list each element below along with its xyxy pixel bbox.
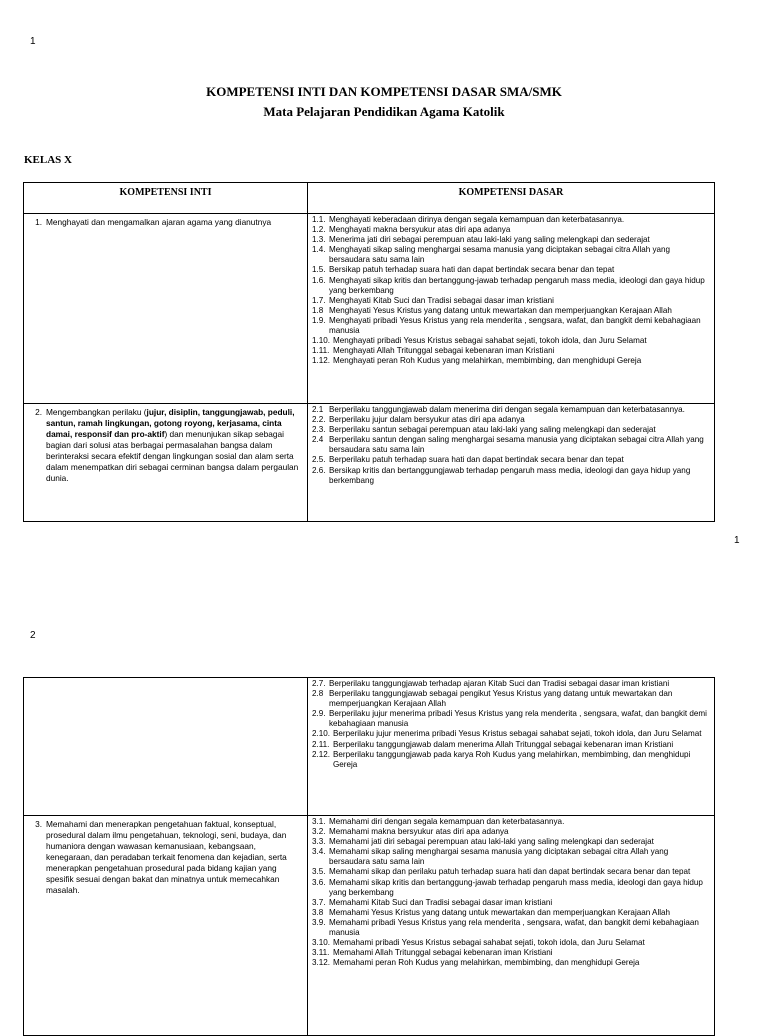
kd-list — [312, 679, 711, 770]
kd-item-number: 2.4 — [312, 435, 324, 445]
kd-item-number: 3.1. — [312, 817, 326, 826]
kd-item-text: Berperilaku patuh terhadap suara hati dan dapat bertindak secara benar dan tepat — [329, 455, 624, 465]
table-header-row — [24, 183, 715, 214]
table-row-ki2-cont — [24, 678, 715, 816]
page-number-top: 2 — [30, 630, 36, 641]
kd-item-text: Memahami makna bersyukur atas diri apa adanya — [329, 827, 509, 837]
competency-table-page1 — [23, 182, 715, 522]
ki-values-bold: jujur, disiplin, tanggungjawab, peduli, santun, ramah lingkungan, gotong royong, kerjasama, cinta damai, responsif dan pro-aktif — [46, 407, 295, 439]
kd-cell — [308, 404, 715, 522]
kd-cell — [308, 214, 715, 404]
kd-item-text: Menghayati peran Roh Kudus yang melahirkan, membimbing, dan menghidupi Gereja — [333, 356, 642, 366]
kd-cell — [308, 678, 715, 816]
kd-item-number: 2.6. — [312, 465, 326, 475]
kd-item-text: Menghayati Yesus Kristus yang datang untuk mewartakan dan memperjuangkan Kerajaan Allah — [329, 305, 672, 315]
kd-item — [312, 709, 711, 729]
ki-cell — [24, 816, 308, 1036]
kd-item — [312, 276, 711, 296]
kd-item-number: 3.2. — [312, 827, 326, 837]
kd-item-text: Berperilaku santun sebagai perempuan atau laki-laki yang saling melengkapi dan sederajat — [329, 425, 656, 435]
kd-item-text: Bersikap kritis dan bertanggungjawab terhadap pengaruh mass media, ideologi dan gaya hidup yang berkembang — [329, 465, 691, 485]
kd-item-number: 3.4. — [312, 847, 326, 857]
kd-item — [312, 898, 711, 908]
kd-item-number: 1.2. — [312, 225, 326, 235]
kd-list — [312, 405, 711, 486]
kd-item-number: 1.4. — [312, 245, 326, 255]
ki-text: Menghayati dan mengamalkan ajaran agama yang dianutnya — [46, 217, 272, 227]
kd-item-text: Berperilaku santun dengan saling menghargai sesama manusia yang diciptakan sebagai citra Allah yang bersaudara satu sama lain — [329, 435, 704, 455]
kd-item-number: 1.7. — [312, 295, 326, 305]
kd-item-number: 2.2. — [312, 415, 326, 425]
kd-item-text: Menghayati makna bersyukur atas diri apa adanya — [329, 225, 511, 235]
kd-item-text: Memahami peran Roh Kudus yang melahirkan, membimbing, dan menghidupi Gereja — [333, 958, 640, 968]
kd-item — [312, 817, 711, 827]
kd-item-text: Memahami sikap kritis dan bertanggung-jawab terhadap pengaruh mass media, ideologi dan gaya hidup yang berkembang — [329, 877, 703, 897]
kd-item — [312, 306, 711, 316]
kd-item — [312, 415, 711, 425]
kd-item — [312, 455, 711, 465]
kd-item-text: Memahami sikap dan perilaku patuh terhadap suara hati dan dapat bertindak secara benar dan tepat — [329, 867, 691, 877]
competency-table-page2 — [23, 677, 715, 1036]
kd-item-number: 1.11. — [312, 346, 330, 356]
kd-item-text: Berperilaku jujur menerima pribadi Yesus Kristus sebagai sahabat sejati, tokoh idola, dan Juru Selamat — [333, 729, 702, 739]
kd-item — [312, 265, 711, 275]
kd-item-number: 3.9. — [312, 917, 326, 927]
kd-item-text: Menghayati sikap saling menghargai sesama manusia yang diciptakan sebagai citra Allah yang bersaudara satu sama lain — [329, 245, 671, 265]
kd-item — [312, 908, 711, 918]
kd-item-text: Memahami jati diri sebagai perempuan atau laki-laki yang saling melengkapi dan sederajat — [329, 837, 654, 847]
kd-item-text: Berperilaku tanggungjawab terhadap ajaran Kitab Suci dan Tradisi sebagai dasar iman kristiani — [329, 679, 670, 688]
kd-item-number: 1.1. — [312, 215, 326, 224]
kd-item-text: Memahami sikap saling menghargai sesama manusia yang diciptakan sebagai citra Allah yang bersaudara satu sama lain — [329, 847, 669, 867]
page-number-top: 1 — [30, 36, 36, 47]
kd-item — [312, 679, 711, 689]
kd-item — [312, 750, 711, 770]
kd-item-number: 2.11. — [312, 739, 330, 749]
kd-item-number: 1.8 — [312, 305, 324, 315]
kd-item-number: 3.5. — [312, 867, 326, 877]
table-row-ki1 — [24, 214, 715, 404]
kd-list — [312, 817, 711, 968]
kd-item — [312, 958, 711, 968]
kd-item-text: Berperilaku tanggungjawab dalam menerima Allah Tritunggal sebagai kebenaran iman Kristiani — [333, 739, 674, 749]
ki-cell — [24, 404, 308, 522]
kd-list — [312, 215, 711, 366]
kd-item — [312, 948, 711, 958]
kd-item-number: 2.9. — [312, 709, 326, 719]
kd-item-text: Memahami diri dengan segala kemampuan dan keterbatasannya. — [329, 817, 565, 826]
kd-item — [312, 740, 711, 750]
kd-item-number: 1.5. — [312, 265, 326, 275]
kd-item — [312, 435, 711, 455]
kd-item — [312, 867, 711, 877]
kd-item-number: 1.12. — [312, 356, 331, 366]
kd-item-number: 3.8 — [312, 907, 324, 917]
kd-item-text: Memahami Allah Tritunggal sebagai kebenaran iman Kristiani — [333, 948, 553, 958]
ki-number: 1. — [35, 217, 42, 227]
kd-item-number: 1.10. — [312, 336, 331, 346]
kd-item-text: Menghayati Kitab Suci dan Tradisi sebagai dasar iman kristiani — [329, 295, 554, 305]
kd-item — [312, 878, 711, 898]
page-number-footer: 1 — [734, 535, 740, 546]
kd-item-text: Memahami pribadi Yesus Kristus sebagai sahabat sejati, tokoh idola, dan Juru Selamat — [333, 938, 645, 948]
kd-item — [312, 215, 711, 225]
kd-item — [312, 466, 711, 486]
kd-item — [312, 356, 711, 366]
kd-item — [312, 336, 711, 346]
class-heading: KELAS X — [24, 154, 72, 166]
kd-item — [312, 729, 711, 739]
kd-item — [312, 938, 711, 948]
header-kompetensi-inti: KOMPETENSI INTI — [24, 183, 308, 214]
kd-item — [312, 405, 711, 415]
kd-item — [312, 316, 711, 336]
kd-item-text: Menghayati sikap kritis dan bertanggung-jawab terhadap pengaruh mass media, ideologi dan gaya hidup yang berkembang — [329, 275, 705, 295]
kd-item-text: Memahami Kitab Suci dan Tradisi sebagai dasar iman kristiani — [329, 897, 553, 907]
ki-text-part: Mengembangkan perilaku ( — [46, 407, 147, 417]
kd-item-number: 2.12. — [312, 749, 331, 759]
ki-text: Memahami dan menerapkan pengetahuan faktual, konseptual, prosedural dalam ilmu pengetahuan, teknologi, seni, budaya, dan humaniora dengan wawasan kemanusiaan, kebangsaan, kenegaraan, dan peradaban terkait fenomena dan kejadian, serta menerapkan pengetahuan prosedural pada bidang kajian yang spesifik sesuai dengan bakat dan minatnya untuk memecahkan masalah. — [46, 819, 287, 895]
kd-item-number: 2.5. — [312, 455, 326, 465]
kd-item — [312, 245, 711, 265]
kd-item — [312, 235, 711, 245]
kd-item-text: Berperilaku jujur dalam bersyukur atas diri apa adanya — [329, 415, 525, 425]
kd-item-text: Bersikap patuh terhadap suara hati dan dapat bertindak secara benar dan tepat — [329, 265, 615, 275]
kd-item — [312, 346, 711, 356]
kd-item — [312, 425, 711, 435]
document-title: KOMPETENSI INTI DAN KOMPETENSI DASAR SMA/SMK — [206, 84, 562, 99]
header-kompetensi-dasar: KOMPETENSI DASAR — [308, 183, 715, 214]
ki-cell-empty — [24, 678, 308, 816]
kd-item-number: 3.11. — [312, 948, 330, 958]
kd-item-text: Menghayati pribadi Yesus Kristus yang rela menderita , sengsara, wafat, dan bangkit demi kebahagiaan manusia — [329, 315, 701, 336]
ki-text-part: ) dan menunjukan sikap sebagai bagian dari solusi atas berbagai permasalahan bangsa dalam berinteraksi secara efektif dengan lingkungan sosial dan alam serta dalam menempatkan diri sebagai cerminan bangsa dalam pergaulan dunia. — [46, 429, 299, 483]
ki-text — [46, 407, 303, 484]
kd-item-number: 3.7. — [312, 897, 326, 907]
table-row-ki3 — [24, 816, 715, 1036]
kd-item — [312, 918, 711, 938]
kd-item — [312, 296, 711, 306]
kd-item-number: 2.10. — [312, 729, 331, 739]
kd-item-text: Memahami Yesus Kristus yang datang untuk mewartakan dan memperjuangkan Kerajaan Allah — [329, 907, 671, 917]
kd-item-text: Berperilaku tanggungjawab dalam menerima diri dengan segala kemampuan dan keterbatasannya. — [329, 405, 685, 414]
kd-item-number: 1.6. — [312, 275, 326, 285]
kd-item-text: Berperilaku tanggungjawab sebagai pengikut Yesus Kristus yang datang untuk mewartakan dan memperjuangkan Kerajaan Allah — [329, 689, 673, 709]
kd-item — [312, 225, 711, 235]
kd-cell — [308, 816, 715, 1036]
kd-item-number: 2.3. — [312, 425, 326, 435]
kd-item — [312, 689, 711, 709]
ki-number: 2. — [35, 407, 42, 417]
ki-cell — [24, 214, 308, 404]
kd-item-text: Menghayati pribadi Yesus Kristus sebagai sahabat sejati, tokoh idola, dan Juru Selamat — [333, 336, 647, 346]
table-row-ki2 — [24, 404, 715, 522]
kd-item-number: 1.9. — [312, 315, 326, 325]
kd-item-number: 3.10. — [312, 938, 331, 948]
kd-item-number: 2.8 — [312, 689, 324, 699]
kd-item-text: Berperilaku jujur menerima pribadi Yesus Kristus yang rela menderita , sengsara, wafat, dan bangkit demi kebahagiaan manusia — [329, 709, 707, 729]
kd-item-number: 2.7. — [312, 679, 326, 688]
kd-item-number: 3.12. — [312, 958, 331, 968]
kd-item-text: Berperilaku tanggungjawab pada karya Roh Kudus yang melahirkan, membimbing, dan menghidupi Gereja — [333, 749, 691, 769]
kd-item-number: 1.3. — [312, 235, 326, 245]
ki-number: 3. — [35, 819, 42, 829]
kd-item — [312, 847, 711, 867]
kd-item-text: Menerima jati diri sebagai perempuan atau laki-laki yang saling melengkapi dan sederajat — [329, 235, 650, 245]
document-subtitle: Mata Pelajaran Pendidikan Agama Katolik — [263, 104, 505, 119]
kd-item — [312, 837, 711, 847]
kd-item-text: Menghayati keberadaan dirinya dengan segala kemampuan dan keterbatasannya. — [329, 215, 625, 224]
kd-item-text: Menghayati Allah Tritunggal sebagai kebenaran iman Kristiani — [333, 346, 555, 356]
kd-item-text: Memahami pribadi Yesus Kristus yang rela menderita , sengsara, wafat, dan bangkit demi kebahagiaan manusia — [329, 917, 699, 938]
kd-item — [312, 827, 711, 837]
kd-item-number: 2.1 — [312, 405, 324, 414]
kd-item-number: 3.3. — [312, 837, 326, 847]
kd-item-number: 3.6. — [312, 877, 326, 887]
